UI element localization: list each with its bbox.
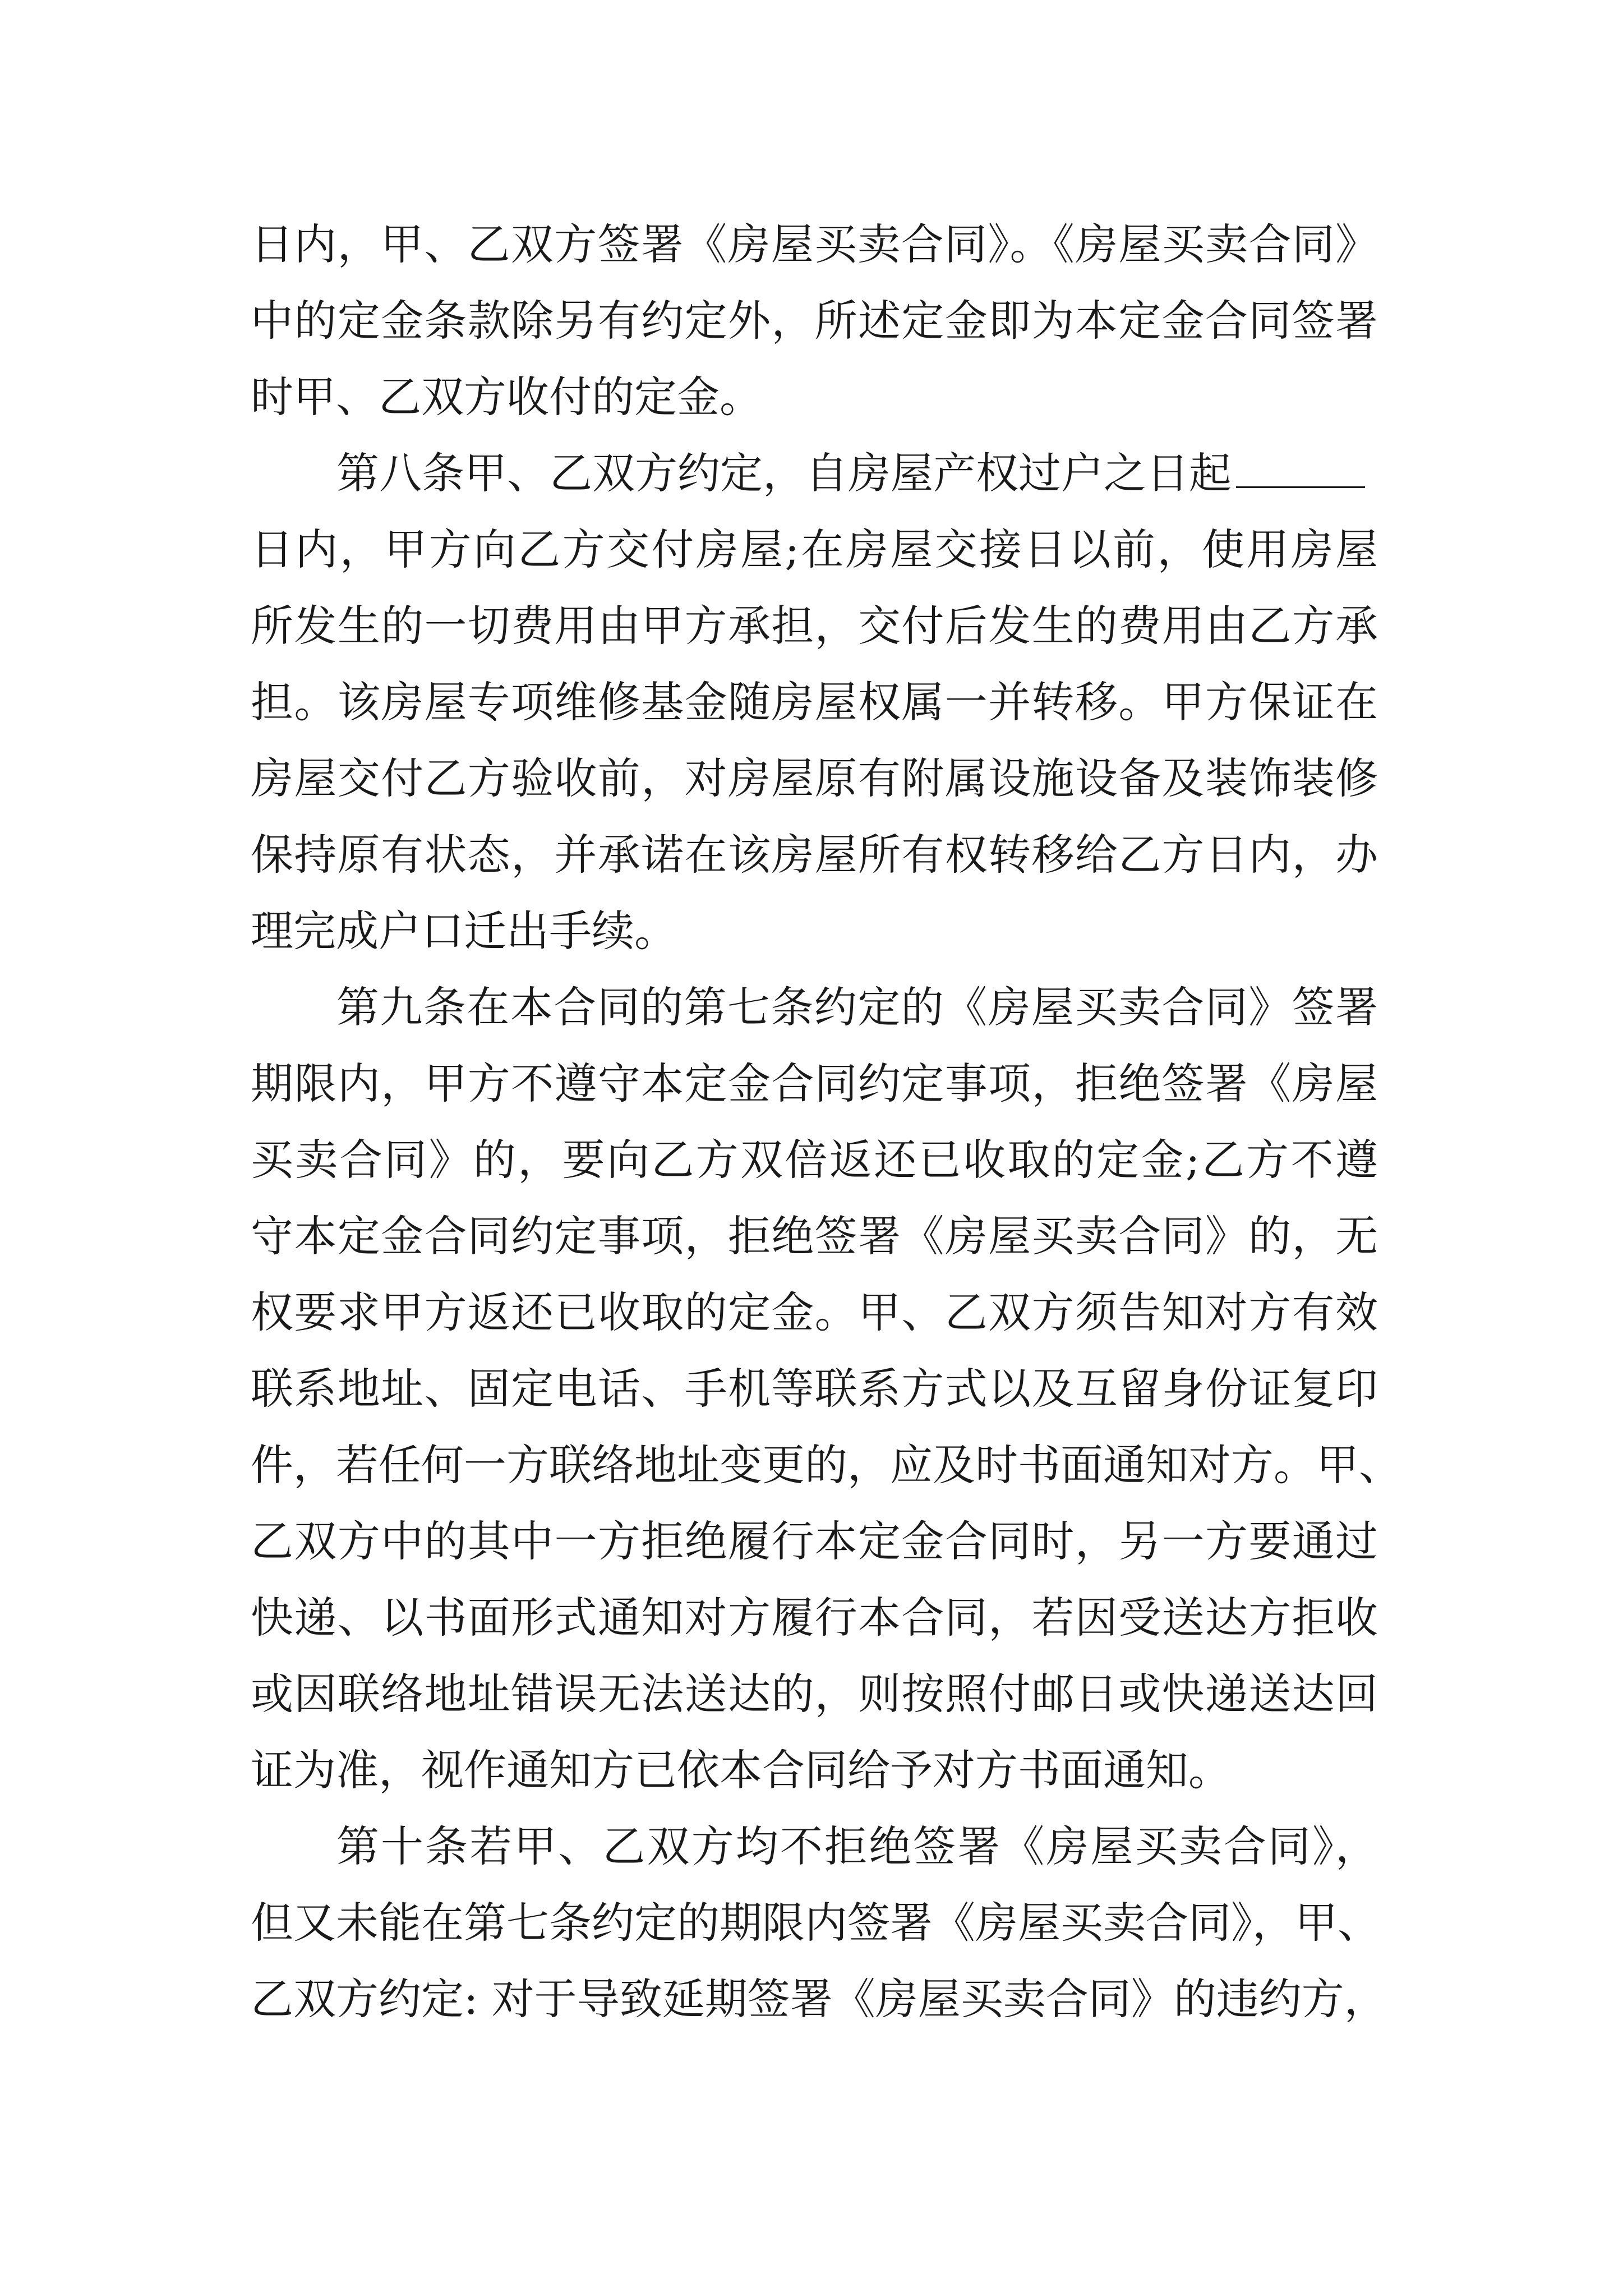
text-line: 时甲、乙双方收付的定金。 (251, 372, 762, 422)
article-8-first-line (336, 435, 1378, 512)
text-line: 所发生的一切费用由甲方承担，交付后发生的费用由乙方承 (251, 601, 1378, 651)
text-line: 乙双方约定: 对于导致延期签署《房屋买卖合同》的违约方， (251, 1974, 1387, 2024)
text-line: 联系地址、固定电话、手机等联系方式以及互留身份证复印 (251, 1364, 1378, 1414)
text-line: 日内，甲、乙双方签署《房屋买卖合同》。《房屋买卖合同》 (251, 219, 1378, 269)
text-line: 房屋交付乙方验收前，对房屋原有附属设施设备及装饰装修 (251, 753, 1378, 803)
text-line: 件，若任何一方联络地址变更的，应及时书面通知对方。甲、 (251, 1440, 1401, 1490)
text-line: 中的定金条款除另有约定外，所述定金即为本定金合同签署 (251, 296, 1378, 346)
text-line: 但又未能在第七条约定的期限内签署《房屋买卖合同》，甲、 (251, 1898, 1380, 1948)
text-line: 担。该房屋专项维修基金随房屋权属一并转移。甲方保证在 (251, 677, 1378, 727)
article-10-first-line: 第十条若甲、乙双方均不拒绝签署《房屋买卖合同》， (336, 1821, 1378, 1871)
article-9-first-line: 第九条在本合同的第七条约定的《房屋买卖合同》签署 (336, 982, 1378, 1032)
text-line: 守本定金合同约定事项，拒绝签署《房屋买卖合同》的，无 (251, 1211, 1378, 1261)
text-line: 或因联络地址错误无法送达的，则按照付邮日或快递送达回 (251, 1669, 1378, 1719)
text-line: 日内，甲方向乙方交付房屋;在房屋交接日以前，使用房屋 (251, 524, 1378, 574)
fill-in-blank (1236, 444, 1365, 488)
text-line: 证为准，视作通知方已依本合同给予对方书面通知。 (251, 1745, 1231, 1795)
text-line: 期限内，甲方不遵守本定金合同约定事项，拒绝签署《房屋 (251, 1059, 1378, 1108)
text-line: 保持原有状态，并承诺在该房屋所有权转移给乙方日内，办 (251, 830, 1378, 880)
text-line: 理完成户口迁出手续。 (251, 906, 677, 956)
text-line: 快递、以书面形式通知对方履行本合同，若因受送达方拒收 (251, 1593, 1378, 1642)
text-line: 第八条甲、乙双方约定，自房屋产权过户之日起 (336, 448, 1232, 498)
text-line: 买卖合同》的，要向乙方双倍返还已收取的定金;乙方不遵 (251, 1135, 1378, 1185)
text-line: 权要求甲方返还已收取的定金。甲、乙双方须告知对方有效 (251, 1287, 1378, 1337)
text-line: 乙双方中的其中一方拒绝履行本定金合同时，另一方要通过 (251, 1516, 1378, 1566)
